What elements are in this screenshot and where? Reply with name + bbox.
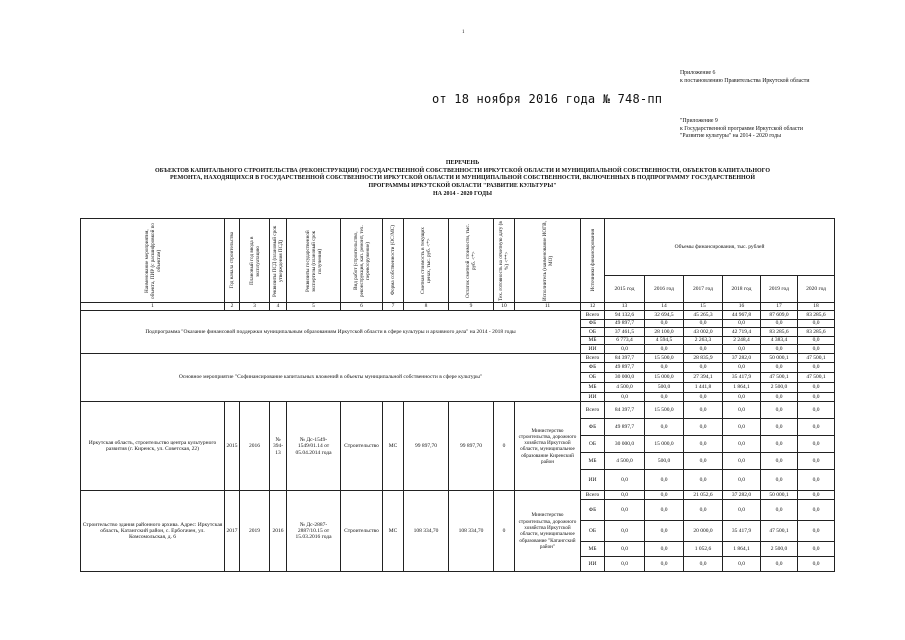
header-start-year: Год начала строительства [225, 219, 240, 303]
table-cell: 0,0 [798, 392, 835, 402]
object-work-type: Строительство [341, 402, 383, 491]
table-cell: 0,0 [605, 541, 645, 556]
table-cell: 37 282,0 [723, 353, 761, 363]
table-cell: 0,0 [684, 470, 723, 491]
funding-source: ИИ [581, 556, 605, 571]
column-number: 18 [798, 303, 835, 311]
column-number: 16 [723, 303, 761, 311]
object-executor: Министерство строительства, дорожного хозяйства Иркутской области, муниципальное образование "Катангский район" [515, 491, 581, 572]
header-year-2017: 2017 год [684, 276, 723, 303]
table-cell: 0,0 [798, 436, 835, 453]
table-cell: 0,0 [798, 319, 835, 328]
table-cell: 0,0 [798, 470, 835, 491]
column-number: 15 [684, 303, 723, 311]
appendix-top-line2: к постановлению Правительства Иркутской области [680, 77, 810, 84]
table-cell: 47 500,1 [761, 520, 798, 541]
table-cell: 0,0 [761, 470, 798, 491]
header-psd: Реквизиты ПСД (плановый срок утверждения ПСД) [270, 219, 287, 303]
header-funding: Объемы финансирования, тыс. рублей [605, 219, 835, 276]
funding-source: ОБ [581, 373, 605, 383]
table-cell: 0,0 [645, 541, 684, 556]
object-remaining: 108 334,70 [449, 491, 494, 572]
table-cell: 0,0 [798, 499, 835, 520]
table-cell: 0,0 [684, 345, 723, 354]
table-cell: 1 864,1 [723, 382, 761, 392]
table-cell: 0,0 [605, 556, 645, 571]
header-expertise: Реквизиты государственной экспертизы (плановый срок получения) [287, 219, 341, 303]
object-cost: 108 334,70 [404, 491, 449, 572]
column-number: 12 [581, 303, 605, 311]
funding-source: МБ [581, 453, 605, 470]
table-cell: 0,0 [723, 436, 761, 453]
table-cell: 0,0 [684, 402, 723, 419]
heading-line1: ПЕРЕЧЕНЬ [445, 160, 480, 166]
main-event-name: Основное мероприятие "Софинансирование капитальных вложений в объекты муниципальной собственности в сфере культуры" [81, 353, 581, 402]
table-cell: 0,0 [798, 336, 835, 345]
table-cell: 30 000,0 [605, 373, 645, 383]
object-start-year: 2015 [225, 402, 240, 491]
column-number: 5 [287, 303, 341, 311]
object-commission-year: 2019 [240, 491, 270, 572]
subprogram-section [81, 311, 835, 354]
decree-stamp: от 18 ноября 2016 года № 748-пп [432, 92, 663, 106]
table-cell: 84 397,7 [605, 353, 645, 363]
table-cell: 47 500,1 [798, 353, 835, 363]
column-number: 10 [494, 303, 515, 311]
table-cell: 4 594,5 [645, 336, 684, 345]
object-ownership: МС [383, 491, 404, 572]
table-cell: 49 897,7 [605, 319, 645, 328]
table-cell: 0,0 [761, 345, 798, 354]
table-cell: 42 719,4 [723, 328, 761, 337]
table-cell: 0,0 [605, 499, 645, 520]
table-cell: 0,0 [605, 520, 645, 541]
table-cell: 28 835,9 [684, 353, 723, 363]
appendix-second-line2: к Государственной программе Иркутской области [680, 125, 803, 132]
table-cell: 15 000,0 [645, 373, 684, 383]
table-cell: 47 500,1 [798, 373, 835, 383]
table-cell: 0,0 [761, 419, 798, 436]
object-expertise: № Дс-2887-2887/10.15 от 15.03.2016 года [287, 491, 341, 572]
table-cell: 0,0 [605, 470, 645, 491]
table-cell: 0,0 [798, 402, 835, 419]
table-cell: 0,0 [645, 520, 684, 541]
table-cell: 0,0 [684, 319, 723, 328]
table-cell: 0,0 [684, 436, 723, 453]
funding-source: Всего [581, 402, 605, 419]
table-cell: 0,0 [798, 363, 835, 373]
column-number: 1 [81, 303, 225, 311]
document-heading [100, 160, 825, 199]
table-cell: 0,0 [798, 345, 835, 354]
funding-source: Всего [581, 353, 605, 363]
funding-source: МБ [581, 541, 605, 556]
table-cell: 0,0 [684, 392, 723, 402]
object-readiness: 0 [494, 491, 515, 572]
table-cell: 4 500,0 [605, 382, 645, 392]
table-cell: 49 897,7 [605, 363, 645, 373]
table-cell: 0,0 [798, 520, 835, 541]
funding-source: ИИ [581, 392, 605, 402]
table-cell: 0,0 [761, 319, 798, 328]
objects-table [80, 218, 835, 572]
header-name: Наименование мероприятия, объекта, ПИР (с расшифровкой по объектам) [81, 219, 225, 303]
table-cell: 37 282,0 [723, 491, 761, 500]
table-cell: 0,0 [761, 499, 798, 520]
appendix-second [680, 118, 870, 141]
funding-source: ОБ [581, 436, 605, 453]
main-event-section [81, 353, 835, 402]
column-number: 6 [341, 303, 383, 311]
heading-line5: НА 2014 - 2020 ГОДЫ [432, 190, 493, 197]
funding-source: Всего [581, 491, 605, 500]
table-cell: 0,0 [684, 499, 723, 520]
funding-source: МБ [581, 336, 605, 345]
header-year-2015: 2015 год [605, 276, 645, 303]
table-cell: 35 417,9 [723, 373, 761, 383]
column-number: 4 [270, 303, 287, 311]
table-cell: 28 100,0 [645, 328, 684, 337]
table-cell: 0,0 [761, 363, 798, 373]
subprogram-name: Подпрограмма "Оказание финансовой поддержки муниципальным образованиям Иркутской области в сфере культуры и архивного дела" на 2014 - 2018 годы [81, 311, 581, 354]
table-cell: 0,0 [723, 556, 761, 571]
table-cell: 0,0 [798, 419, 835, 436]
table-cell: 43 002,0 [684, 328, 723, 337]
column-number: 7 [383, 303, 404, 311]
table-cell: 0,0 [684, 556, 723, 571]
table-cell: 45 265,3 [684, 311, 723, 320]
page-number: 1 [462, 30, 465, 35]
table-cell: 32 694,5 [645, 311, 684, 320]
funding-source: ФБ [581, 419, 605, 436]
table-cell: 0,0 [684, 363, 723, 373]
funding-source: ФБ [581, 499, 605, 520]
table-cell: 50 000,1 [761, 491, 798, 500]
object-expertise: № Дс-1549-1549/01.14 от 05.04.2014 года [287, 402, 341, 491]
table-cell: 4 383,4 [761, 336, 798, 345]
table-cell: 0,0 [723, 470, 761, 491]
table-cell: 1 441,8 [684, 382, 723, 392]
object-section-2 [81, 491, 835, 572]
header-year-2018: 2018 год [723, 276, 761, 303]
table-cell: 4 500,0 [605, 453, 645, 470]
column-number: 17 [761, 303, 798, 311]
table-cell: 30 000,0 [605, 436, 645, 453]
table-cell: 87 609,0 [761, 311, 798, 320]
funding-source: ИИ [581, 345, 605, 354]
object-work-type: Строительство [341, 491, 383, 572]
table-cell: 0,0 [798, 556, 835, 571]
table-cell: 0,0 [645, 345, 684, 354]
table-cell: 84 397,7 [605, 402, 645, 419]
column-number: 8 [404, 303, 449, 311]
table-cell: 2 248,4 [723, 336, 761, 345]
object-cost: 99 897,70 [404, 402, 449, 491]
table-cell: 0,0 [723, 453, 761, 470]
heading-line3: РЕМОНТА, НАХОДЯЩИХСЯ В ГОСУДАРСТВЕННОЙ СОБСТВЕННОСТИ ИРКУТСКОЙ ОБЛАСТИ И МУНИЦИПАЛЬНОЙ СОБСТВЕННОСТИ, ВКЛЮЧЕННЫХ В ПОДПРОГРАММУ ГОСУДАРСТВЕННОЙ [170, 175, 755, 182]
header-year-2020: 2020 год [798, 276, 835, 303]
table-cell: 0,0 [605, 392, 645, 402]
table-cell: 83 285,6 [798, 311, 835, 320]
object-readiness: 0 [494, 402, 515, 491]
object-name: Строительство здания районного архива. Адрес: Иркутская область, Катангский район, с. Ербогачен, ул. Комсомольская, д. 6 [81, 491, 225, 572]
table-cell: 2 500,0 [761, 382, 798, 392]
funding-source: ОБ [581, 328, 605, 337]
column-numbers-row [81, 303, 835, 311]
header-cost: Сметная стоимость в текущих ценах, тыс. руб. <*> [404, 219, 449, 303]
table-cell: 27 394,1 [684, 373, 723, 383]
table-cell: 0,0 [761, 436, 798, 453]
table-cell: 0,0 [645, 499, 684, 520]
table-cell: 83 285,6 [798, 328, 835, 337]
header-work-type: Вид работ (строительство, реконструкция, кап. ремонт, тех. перевооружение) [341, 219, 383, 303]
table-cell: 35 417,9 [723, 520, 761, 541]
table-cell: 0,0 [723, 402, 761, 419]
table-cell: 0,0 [723, 499, 761, 520]
header-year-2019: 2019 год [761, 276, 798, 303]
funding-source: ОБ [581, 520, 605, 541]
table-cell: 0,0 [761, 402, 798, 419]
object-start-year: 2017 [225, 491, 240, 572]
table-cell: 0,0 [605, 491, 645, 500]
table-cell: 0,0 [723, 319, 761, 328]
table-cell: 0,0 [761, 392, 798, 402]
table-cell: 0,0 [684, 453, 723, 470]
object-executor: Министерство строительства, дорожного хозяйства Иркутской области, муниципальное образование Киренский район [515, 402, 581, 491]
table-cell: 2 263,3 [684, 336, 723, 345]
appendix-top-line1: Приложение 6 [680, 70, 716, 76]
table-cell: 1 864,1 [723, 541, 761, 556]
table-cell: 6 773,4 [605, 336, 645, 345]
table-cell: 0,0 [723, 392, 761, 402]
object-remaining: 99 897,70 [449, 402, 494, 491]
table-cell: 15 500,0 [645, 353, 684, 363]
table-cell: 94 132,6 [605, 311, 645, 320]
funding-source: ФБ [581, 363, 605, 373]
table-cell: 0,0 [645, 363, 684, 373]
table-cell: 0,0 [684, 419, 723, 436]
table-cell: 21 052,6 [684, 491, 723, 500]
header-readiness: Тех. готовность на отчетную дату (в %) <**> [494, 219, 515, 303]
table-cell: 1 052,6 [684, 541, 723, 556]
appendix-top [680, 70, 850, 85]
funding-source: МБ [581, 382, 605, 392]
table-cell: 50 000,1 [761, 353, 798, 363]
heading-line4: ПРОГРАММЫ ИРКУТСКОЙ ОБЛАСТИ "РАЗВИТИЕ КУЛЬТУРЫ" [368, 183, 557, 190]
table-cell: 500,0 [645, 453, 684, 470]
column-number: 14 [645, 303, 684, 311]
table-cell: 0,0 [645, 419, 684, 436]
appendix-second-line3: "Развитие культуры" на 2014 - 2020 годы [680, 133, 782, 139]
header-year-2016: 2016 год [645, 276, 684, 303]
table-cell: 0,0 [761, 556, 798, 571]
table-cell: 37 461,5 [605, 328, 645, 337]
object-section-1 [81, 402, 835, 491]
header-source: Источники финансирования [581, 219, 605, 303]
object-name: Иркутская область, строительство центра культурного развития (г. Киренск, ул. Советская, 22) [81, 402, 225, 491]
heading-line2: ОБЪЕКТОВ КАПИТАЛЬНОГО СТРОИТЕЛЬСТВА (РЕКОНСТРУКЦИИ) ГОСУДАРСТВЕННОЙ СОБСТВЕННОСТИ ИРКУТСКОЙ ОБЛАСТИ И МУНИЦИПАЛЬНОЙ СОБСТВЕННОСТИ, ОБЪЕКТОВ КАПИТАЛЬНОГО [154, 167, 771, 174]
table-cell: 0,0 [798, 453, 835, 470]
object-commission-year: 2016 [240, 402, 270, 491]
table-cell: 0,0 [798, 541, 835, 556]
table-cell: 15 000,0 [645, 436, 684, 453]
table-cell: 0,0 [645, 556, 684, 571]
funding-source: ФБ [581, 319, 605, 328]
object-ownership: МС [383, 402, 404, 491]
table-cell: 0,0 [723, 363, 761, 373]
header-executor: Исполнитель (наименование ИОГВ, МО) [515, 219, 581, 303]
table-cell: 0,0 [605, 345, 645, 354]
column-number: 13 [605, 303, 645, 311]
column-number: 3 [240, 303, 270, 311]
object-psd: 2016 [270, 491, 287, 572]
table-cell: 0,0 [723, 419, 761, 436]
table-cell: 0,0 [645, 392, 684, 402]
column-number: 11 [515, 303, 581, 311]
column-number: 9 [449, 303, 494, 311]
table-cell: 0,0 [645, 491, 684, 500]
header-commission-year: Плановый год ввода в эксплуатацию [240, 219, 270, 303]
appendix-second-line1: "Приложение 9 [680, 118, 718, 124]
column-number: 2 [225, 303, 240, 311]
object-psd: № 394-13 [270, 402, 287, 491]
table-cell: 47 500,1 [761, 373, 798, 383]
table-cell: 44 967,8 [723, 311, 761, 320]
header-remaining: Остаток сметной стоимости, тыс. руб. <*> [449, 219, 494, 303]
table-cell: 20 000,0 [684, 520, 723, 541]
table-cell: 0,0 [645, 470, 684, 491]
table-cell: 0,0 [645, 319, 684, 328]
table-cell: 500,0 [645, 382, 684, 392]
funding-source: ИИ [581, 470, 605, 491]
table-cell: 0,0 [723, 345, 761, 354]
funding-source: Всего [581, 311, 605, 320]
table-cell: 83 285,6 [761, 328, 798, 337]
table-cell: 15 500,0 [645, 402, 684, 419]
table-cell: 0,0 [761, 453, 798, 470]
table-cell: 0,0 [798, 382, 835, 392]
table-cell: 2 500,0 [761, 541, 798, 556]
table-header [81, 219, 835, 311]
header-ownership: Форма собственности (ОС/МС) [383, 219, 404, 303]
table-cell: 49 897,7 [605, 419, 645, 436]
table-cell: 0,0 [798, 491, 835, 500]
